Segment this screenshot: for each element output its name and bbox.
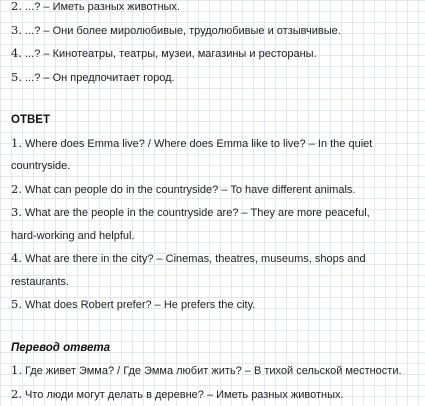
translation-heading: Перевод ответа (11, 337, 421, 360)
item-number: 1. (11, 136, 22, 150)
item-text: What are the people in the countryside are? – They are more peaceful, (25, 207, 370, 219)
answer-item (11, 201, 421, 225)
item-text: Где живет Эмма? / Где Эмма любит жить? – В тихой сельской местности. (25, 365, 402, 377)
item-text: What does Robert prefer? – He prefers the city. (25, 299, 255, 311)
answer-section (11, 109, 421, 317)
item-text: What can people do in the countryside? – To have different animals. (25, 184, 355, 196)
list-item (11, 0, 421, 19)
item-number: 4. (11, 46, 22, 60)
item-number: 2. (11, 0, 22, 13)
answer-heading: ОТВЕТ (11, 109, 421, 132)
answer-item (11, 293, 421, 317)
item-number: 5. (11, 70, 22, 84)
answer-item (11, 247, 421, 271)
item-number: 3. (11, 205, 22, 219)
list-item (11, 19, 421, 43)
item-number: 1. (11, 363, 22, 377)
list-item (11, 42, 421, 66)
item-number: 2. (11, 182, 22, 196)
item-number: 3. (11, 23, 22, 37)
list-item (11, 66, 421, 90)
item-number: 2. (11, 387, 22, 401)
answer-item (11, 132, 421, 156)
answer-item-continuation: hard-working and helpful. (11, 225, 421, 248)
answer-item-continuation: restaurants. (11, 271, 421, 294)
item-number: 5. (11, 297, 22, 311)
translation-item (11, 383, 421, 406)
translation-item (11, 359, 421, 383)
spacer (11, 89, 421, 109)
translation-section (11, 337, 421, 406)
document-page (11, 0, 421, 406)
item-text: Where does Emma live? / Where does Emma like to live? – In the quiet (25, 138, 372, 150)
question-list (11, 0, 421, 89)
item-text: What are there in the city? – Cinemas, theatres, museums, shops and (25, 253, 366, 265)
answer-item-continuation: countryside. (11, 155, 421, 178)
item-text: ...? – Кинотеатры, театры, музеи, магазины и рестораны. (25, 48, 317, 60)
item-text: ...? – Он предпочитает город. (25, 72, 175, 84)
item-text: ...? – Иметь разных животных. (25, 1, 180, 13)
item-text: Что люди могут делать в деревне? – Иметь разных животных. (25, 389, 344, 401)
spacer (11, 317, 421, 337)
answer-item (11, 178, 421, 202)
item-number: 4. (11, 251, 22, 265)
item-text: ...? – Они более миролюбивые, трудолюбивые и отзывчивые. (25, 25, 341, 37)
